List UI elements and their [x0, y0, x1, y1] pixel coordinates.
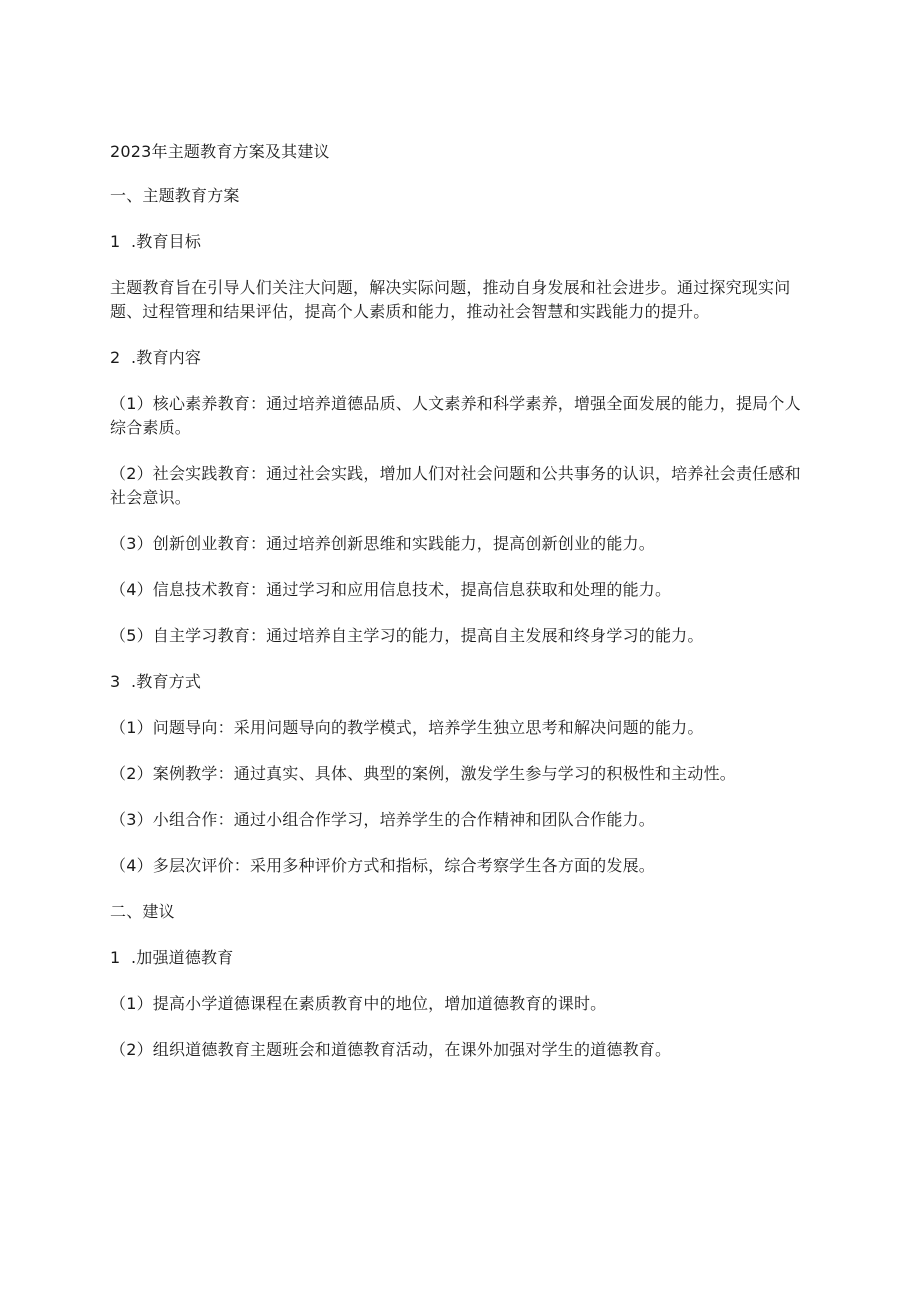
subheading-moral-education: 1 .加强道德教育 — [110, 948, 234, 967]
list-item-multi-evaluation: （4）多层次评价：采用多种评价方式和指标，综合考察学生各方面的发展。 — [110, 856, 655, 875]
list-item-social-practice: （2）社会实践教育：通过社会实践，增加人们对社会问题和公共事务的认识，培养社会责任感和社会意识。 — [110, 464, 801, 507]
list-item-moral-course: （1）提高小学道德课程在素质教育中的地位，增加道德教育的课时。 — [110, 994, 607, 1013]
list-item-information-tech: （4）信息技术教育：通过学习和应用信息技术，提高信息获取和处理的能力。 — [110, 580, 672, 599]
subheading-content: 2 .教育内容 — [110, 348, 202, 367]
list-item-group-cooperation: （3）小组合作：通过小组合作学习，培养学生的合作精神和团队合作能力。 — [110, 810, 655, 829]
list-item-problem-oriented: （1）问题导向：采用问题导向的教学模式，培养学生独立思考和解决问题的能力。 — [110, 718, 704, 737]
list-item-moral-activities: （2）组织道德教育主题班会和道德教育活动，在课外加强对学生的道德教育。 — [110, 1040, 672, 1059]
list-item-innovation: （3）创新创业教育：通过培养创新思维和实践能力，提高创新创业的能力。 — [110, 534, 655, 553]
subheading-methods: 3 .教育方式 — [110, 672, 202, 691]
document-body — [110, 140, 810, 1084]
section-heading-suggestions: 二、建议 — [110, 902, 175, 921]
subheading-goals: 1 .教育目标 — [110, 232, 202, 251]
list-item-case-teaching: （2）案例教学：通过真实、具体、典型的案例，激发学生参与学习的积极性和主动性。 — [110, 764, 736, 783]
document-title: 2023年主题教育方案及其建议 — [110, 142, 330, 161]
list-item-core-literacy: （1）核心素养教育：通过培养道德品质、人文素养和科学素养，增强全面发展的能力，提局个人综合素质。 — [110, 394, 801, 437]
paragraph-goals: 主题教育旨在引导人们关注大问题，解决实际问题，推动自身发展和社会进步。通过探究现实问题、过程管理和结果评估，提高个人素质和能力，推动社会智慧和实践能力的提升。 — [110, 278, 791, 321]
section-heading-plan: 一、主题教育方案 — [110, 186, 240, 205]
list-item-self-learning: （5）自主学习教育：通过培养自主学习的能力，提高自主发展和终身学习的能力。 — [110, 626, 704, 645]
